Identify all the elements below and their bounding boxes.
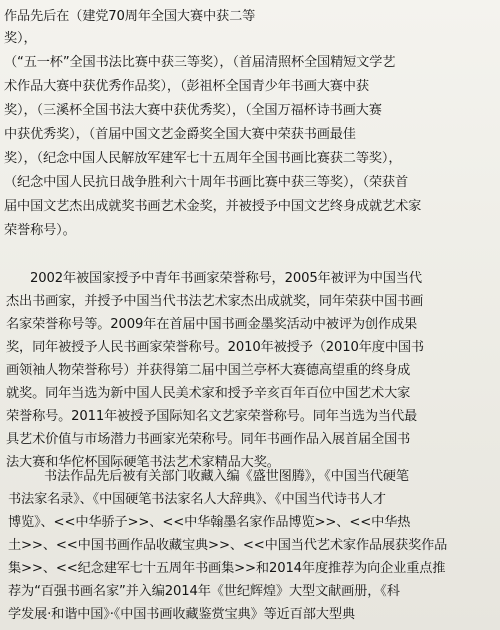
text-line: 具艺术价值与市场潜力书画家光荣称号。同年书画作品入展首届全国书 — [6, 432, 411, 447]
text-line: 术作品大赛中获优秀作品奖），（彭祖杯全国青少年书画大赛中获 — [4, 79, 369, 94]
text-line: 2002年被国家授予中青年书画家荣誉称号，2005年被评为中国当代 — [30, 271, 422, 286]
text-line: 土>>、<<中国书画作品收藏宝典>>、<<中国当代艺术家作品展获奖作品 — [8, 538, 448, 553]
text-line: 中获优秀奖），（首届中国文艺金爵奖全国大赛中荣获书画最佳 — [4, 127, 356, 142]
text-line: 奖，同年被授予人民书画家荣誉称号。2010年被授予（2010年度中国书 — [6, 340, 424, 355]
text-line: 名家荣誉称号等。2009年在首届中国书画金墨奖活动中被评为创作成果 — [6, 317, 418, 332]
text-line: （纪念中国人民抗日战争胜利六十周年书画比赛中获三等奖），（荣获首 — [4, 175, 408, 190]
text-line: 法大赛和华佗杯国际硬笔书法艺术家精品大奖。 — [6, 455, 280, 470]
text-line: 博览》、<<中华骄子>>、<<中华翰墨名家作品博览>>、<<中华热 — [8, 515, 411, 530]
text-line: 画领袖人物荣誉称号）并获得第二届中国兰亭杯大赛德高望重的终身成 — [6, 363, 411, 378]
text-line: 学发展·和谐中国》·《中国书画收藏鉴赏宝典》等近百部大型典 — [8, 607, 355, 622]
text-line: 奖），（纪念中国人民解放军建军七十五周年全国书画比赛获二等奖）， — [4, 151, 402, 166]
text-line: 书法作品先后被有关部门收藏入编《盛世图腾》，《中国当代硬笔 — [44, 469, 409, 484]
text-line: 荐为“百强书画名家”并入编2014年《世纪辉煌》大型文献画册，《科 — [8, 584, 400, 599]
text-line: 作品先后在（建党70周年全国大赛中获二等 — [4, 9, 256, 24]
text-line: 就奖。同年当选为新中国人民美术家和授予辛亥百年百位中国艺术大家 — [6, 386, 411, 401]
text-line: 届中国文艺杰出成就奖书画艺术金奖，并被授予中国文艺终身成就艺术家 — [4, 199, 422, 214]
text-line: 奖），（三溪杯全国书法大赛中获优秀奖），（全国万福杯诗书画大赛 — [4, 103, 382, 118]
text-line: （“五一杯”全国书法比赛中获三等奖），（首届清照杯全国精短文学艺 — [4, 55, 396, 70]
text-line: 荣誉称号。2011年被授予国际知名文艺家荣誉称号。同年当选为当代最 — [6, 409, 418, 424]
text-line: 杰出书画家，并授予中国当代书法艺术家杰出成就奖，同年荣获中国书画 — [6, 294, 424, 309]
text-line: 奖）， — [4, 31, 37, 46]
text-line: 书法家名录》、《中国硬笔书法家名人大辞典》、《中国当代诗书人才 — [8, 492, 386, 507]
text-line: 集>>、<<纪念建军七十五周年书画集>>和2014年度推荐为向企业重点推 — [8, 561, 446, 576]
text-line: 荣誉称号）。 — [4, 223, 76, 238]
